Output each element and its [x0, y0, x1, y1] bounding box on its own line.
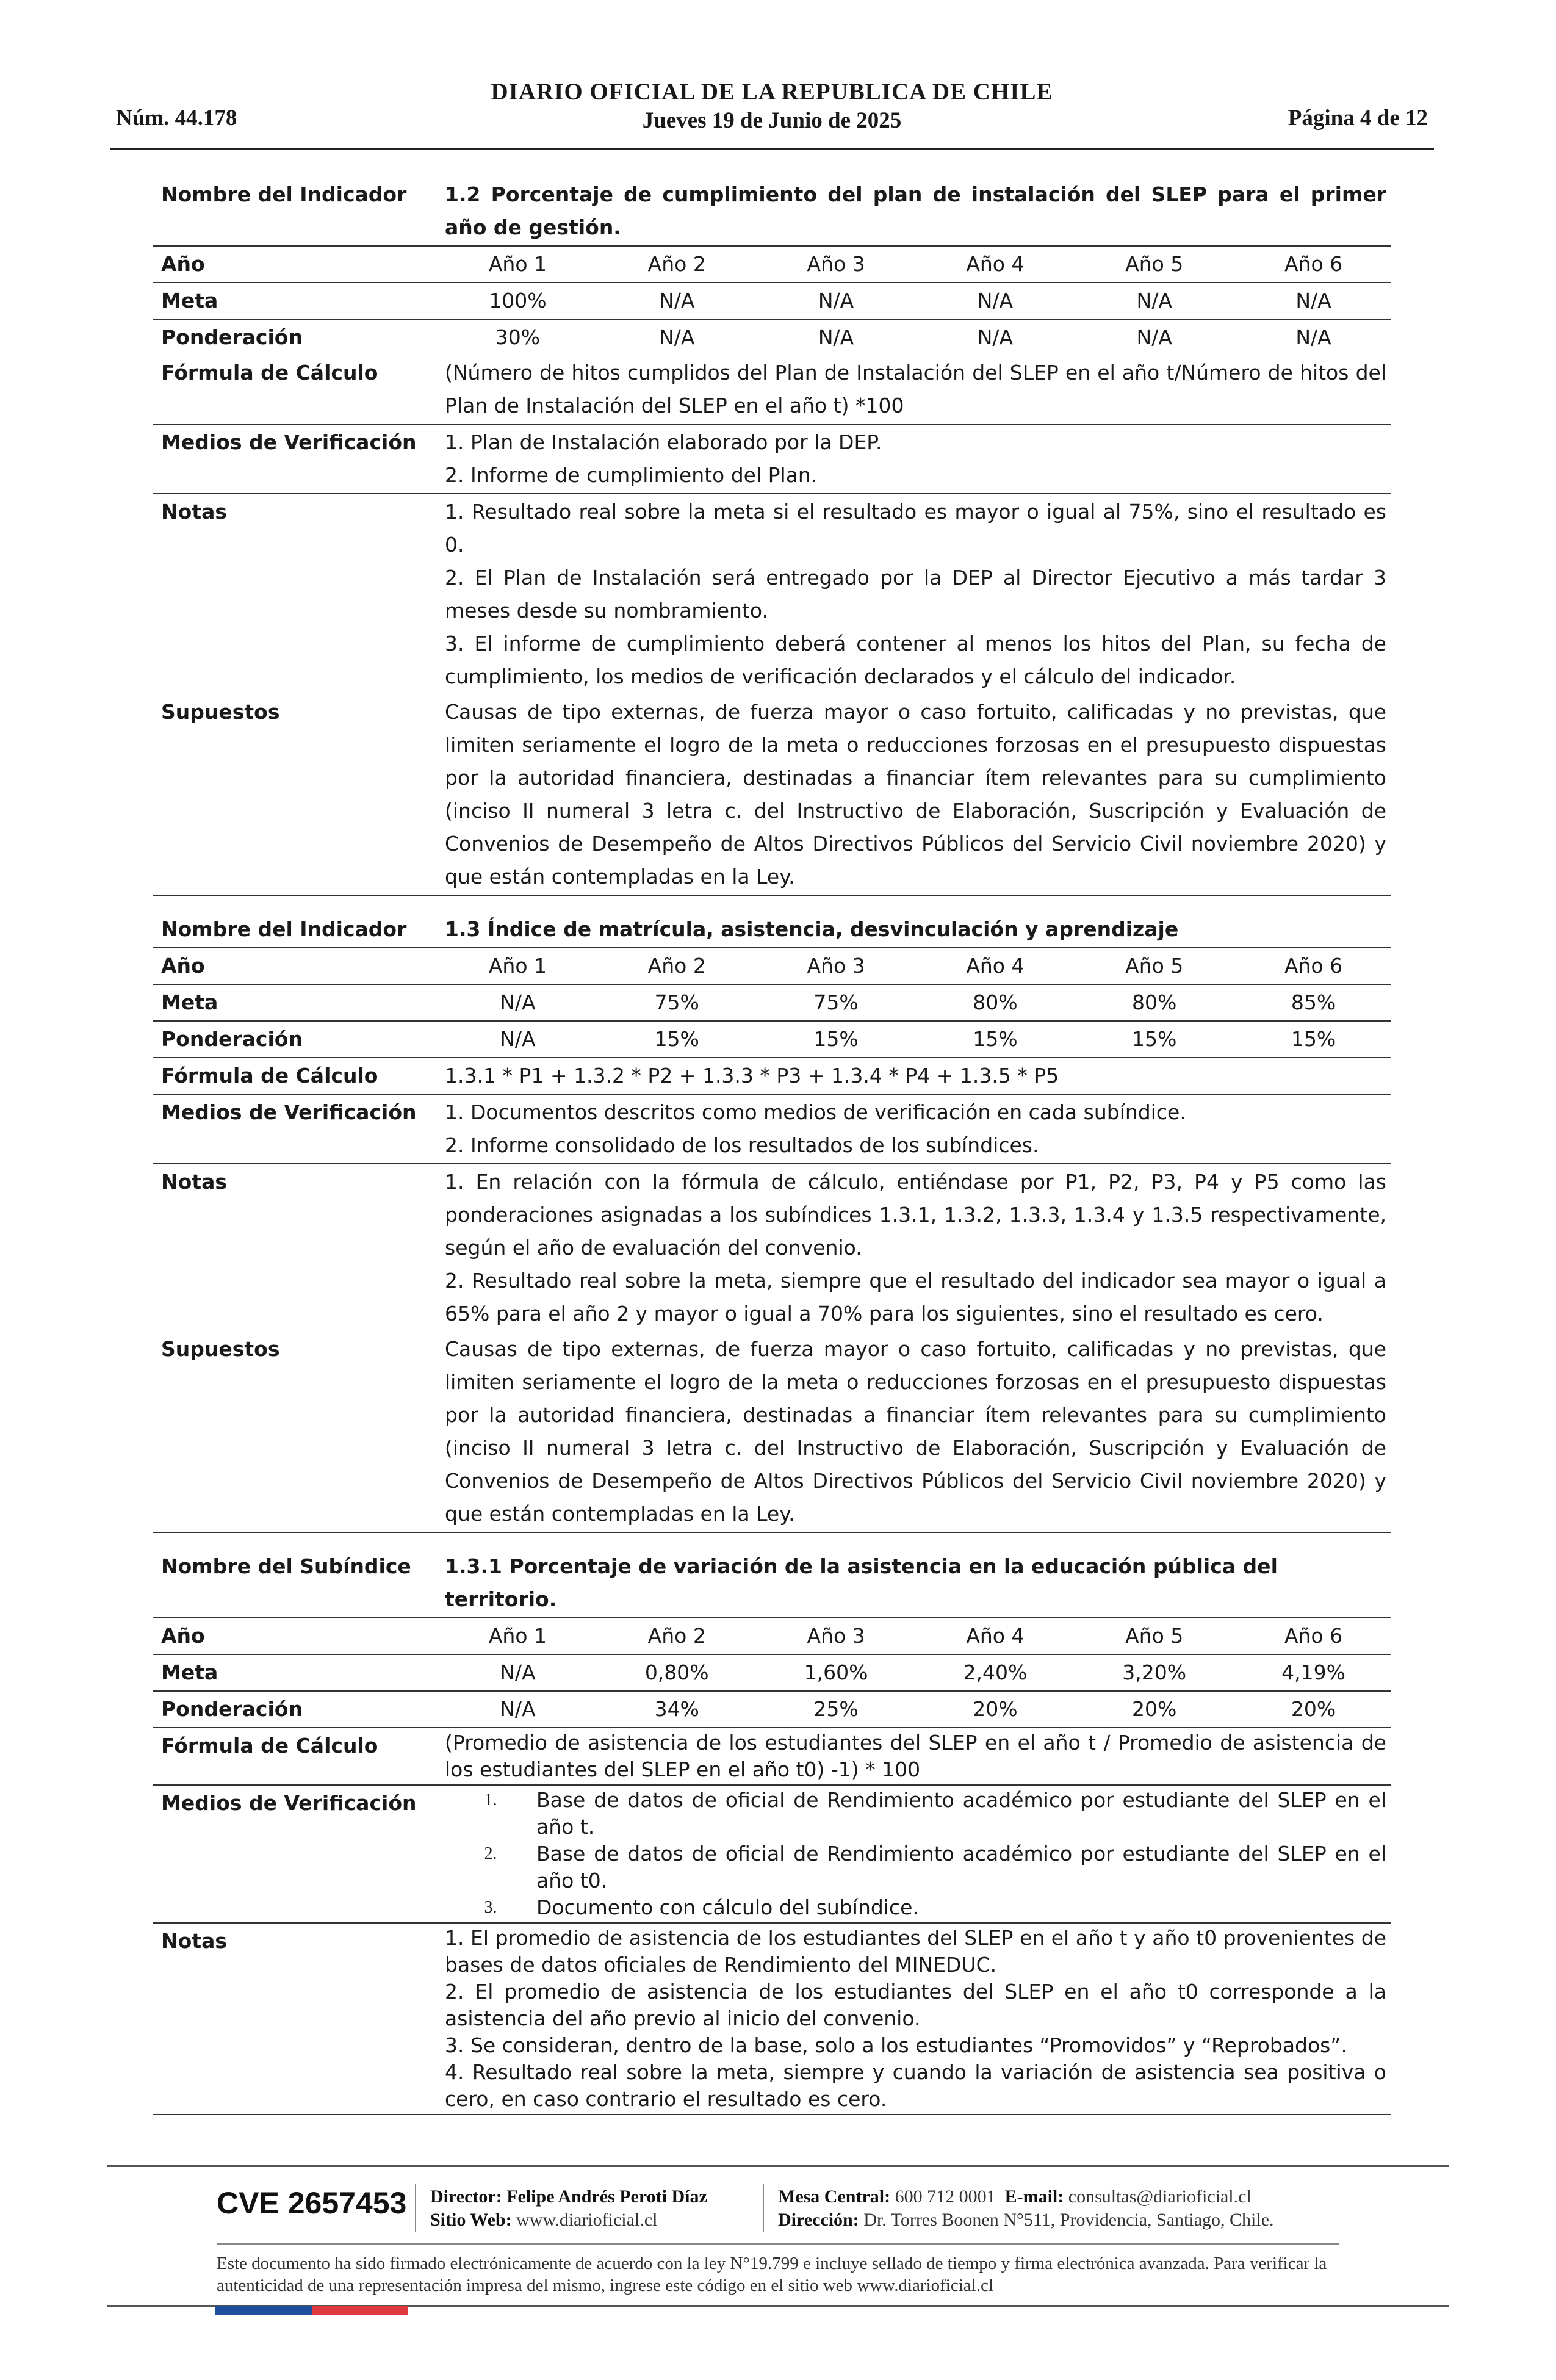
notas-row — [153, 1164, 1391, 1332]
email-link[interactable]: consultas@diarioficial.cl — [1068, 2187, 1252, 2207]
year-cell: Año 3 — [755, 948, 914, 984]
indicator-name: 1.3 Índice de matrícula, asistencia, desvinculación y aprendizaje — [436, 912, 1391, 948]
direccion-label: Dirección: — [778, 2210, 859, 2230]
indicator-table-1-2 — [153, 177, 1391, 896]
year-cell: Año 5 — [1073, 246, 1232, 283]
subindex-name-row — [153, 1549, 1391, 1618]
meta-cell: 80% — [1073, 984, 1232, 1021]
meta-cell: 0,80% — [596, 1654, 755, 1691]
indicator-name: 1.2 Porcentaje de cumplimiento del plan de instalación del SLEP para el primer año de gestión. — [436, 177, 1391, 246]
medios-item: 1. Documentos descritos como medios de verificación en cada subíndice. — [445, 1100, 1186, 1124]
nota-item: 3. Se consideran, dentro de la base, solo a los estudiantes “Promovidos” y “Reprobados”. — [445, 2033, 1347, 2057]
subindex-name: 1.3.1 Porcentaje de variación de la asistencia en la educación pública del territorio. — [436, 1549, 1391, 1618]
year-cell: Año 4 — [913, 1618, 1073, 1654]
label-ponderacion: Ponderación — [161, 325, 303, 349]
page-header — [110, 76, 1434, 150]
ponderacion-cell: N/A — [818, 325, 854, 349]
supuestos-text: Causas de tipo externas, de fuerza mayor o caso fortuito, calificadas y no previstas, que limiten seriamente el logro de la meta o reducciones forzosas en el presupuesto dispuestas por la autoridad financiera, destinadas a financiar ítem relevantes para su cumplimiento (inciso II numeral 3 letra c. del Instructivo de Elaboración, Suscripción y Evaluación de Convenios de Desempeño de Altos Directivos Públicos del Servicio Civil noviembre 2020) y que están contempladas en la Ley. — [436, 694, 1391, 895]
year-cell: Año 3 — [755, 1618, 914, 1654]
meta-cell: 3,20% — [1073, 1654, 1232, 1691]
mesa-label: Mesa Central: — [778, 2187, 891, 2207]
medios-list — [436, 1785, 1391, 1923]
label-medios: Medios de Verificación — [153, 424, 436, 494]
meta-cell: N/A — [1073, 283, 1232, 319]
year-cell: Año 2 — [596, 948, 755, 984]
ponderacion-row — [153, 1691, 1391, 1728]
formula-row — [153, 1058, 1391, 1094]
year-cell: Año 3 — [755, 246, 914, 283]
ponderacion-cell: 15% — [913, 1021, 1073, 1058]
meta-cell: 2,40% — [913, 1654, 1073, 1691]
signature-note: Este documento ha sido firmado electrónicamente de acuerdo con la ley N°19.799 e incluye sellado de tiempo y firma electrónica avanzada. Para verificar la autenticidad de una representación impresa del mismo, ingrese este código en el sitio web www.diarioficial.cl — [217, 2254, 1327, 2295]
list-text: Base de datos de oficial de Rendimiento académico por estudiante del SLEP en el año t. — [536, 1788, 1386, 1839]
notas-list — [436, 1923, 1391, 2115]
cve-code: CVE 2657453 — [217, 2186, 407, 2220]
label-supuestos: Supuestos — [153, 1332, 436, 1532]
supuestos-text: Causas de tipo externas, de fuerza mayor o caso fortuito, calificadas y no previstas, que limiten seriamente el logro de la meta o reducciones forzosas en el presupuesto dispuestas por la autoridad financiera, destinadas a financiar ítem relevantes para su cumplimiento (inciso II numeral 3 letra c. del Instructivo de Elaboración, Suscripción y Evaluación de Convenios de Desempeño de Altos Directivos Públicos del Servicio Civil noviembre 2020) y que están contempladas en la Ley. — [436, 1332, 1391, 1532]
label-ponderacion: Ponderación — [153, 1021, 436, 1058]
medios-item: 1. Plan de Instalación elaborado por la DEP. — [445, 430, 882, 454]
notas-list — [436, 1164, 1391, 1332]
meta-cell: 80% — [913, 984, 1073, 1021]
medios-list — [436, 1094, 1391, 1164]
meta-row — [153, 984, 1391, 1021]
year-cell: Año 6 — [1232, 948, 1391, 984]
ponderacion-cell: N/A — [1136, 325, 1172, 349]
year-row — [153, 948, 1391, 984]
meta-cell: 75% — [596, 984, 755, 1021]
ponderacion-cell: N/A — [1295, 325, 1331, 349]
notas-row — [153, 1923, 1391, 2115]
ponderacion-cell: 15% — [755, 1021, 914, 1058]
medios-item: 2. Informe de cumplimiento del Plan. — [445, 463, 818, 487]
label-formula: Fórmula de Cálculo — [153, 1058, 436, 1094]
meta-cell: N/A — [596, 283, 755, 319]
year-row — [153, 246, 1391, 283]
indicator-table-1-3 — [153, 912, 1391, 1533]
label-nombre: Nombre del Indicador — [153, 912, 436, 948]
label-ponderacion: Ponderación — [153, 1691, 436, 1728]
flag-stripe-red — [312, 2306, 408, 2315]
ponderacion-cell: 15% — [1073, 1021, 1232, 1058]
year-cell: Año 1 — [436, 1618, 596, 1654]
label-notas: Notas — [161, 500, 227, 524]
meta-cell: 100% — [436, 283, 596, 319]
director-label: Director: — [430, 2187, 502, 2207]
label-ano: Año — [153, 1618, 436, 1654]
nota-item: 3. El informe de cumplimiento deberá contener al menos los hitos del Plan, su fecha de cumplimiento, los medios de verificación declarados y el cálculo del indicador. — [445, 632, 1386, 688]
ponderacion-cell: 34% — [596, 1691, 755, 1728]
director-name: Felipe Andrés Peroti Díaz — [506, 2187, 707, 2207]
email-label: E-mail: — [1004, 2187, 1064, 2207]
year-cell: Año 6 — [1232, 246, 1391, 283]
medios-item: 2. Informe consolidado de los resultados de los subíndices. — [445, 1133, 1039, 1157]
nota-item: 2. El promedio de asistencia de los estudiantes del SLEP en el año t0 corresponde a la asistencia del año previo al inicio del convenio. — [445, 1980, 1386, 2030]
flag-stripe-blue — [215, 2306, 312, 2315]
medios-item — [445, 1787, 1386, 1841]
sitio-label: Sitio Web: — [430, 2210, 512, 2230]
year-cell: Año 5 — [1073, 948, 1232, 984]
meta-cell: 85% — [1232, 984, 1391, 1021]
year-cell: Año 4 — [913, 948, 1073, 984]
supuestos-row — [153, 694, 1391, 895]
subindex-table-1-3-1 — [153, 1549, 1391, 2115]
label-formula: Fórmula de Cálculo — [153, 355, 436, 424]
document-body — [153, 177, 1391, 2115]
ponderacion-row — [153, 319, 1391, 355]
year-row — [153, 1618, 1391, 1654]
page-footer — [107, 2165, 1449, 2307]
label-notas: Notas — [161, 1170, 227, 1194]
ponderacion-row — [153, 1021, 1391, 1058]
ponderacion-cell: 20% — [913, 1691, 1073, 1728]
issue-number: Núm. 44.178 — [116, 106, 237, 131]
indicator-name-row — [153, 177, 1391, 246]
medios-row — [153, 424, 1391, 494]
nota-item: 2. Resultado real sobre la meta, siempre que el resultado del indicador sea mayor o igual a 65% para el año 2 y mayor o igual a 70% para los siguientes, sino el resultado es cero. — [445, 1269, 1386, 1325]
footer-divider — [415, 2184, 416, 2232]
mesa-phone: 600 712 0001 — [895, 2187, 996, 2207]
ponderacion-cell: 15% — [596, 1021, 755, 1058]
year-cell: Año 2 — [596, 1618, 755, 1654]
meta-cell: 4,19% — [1232, 1654, 1391, 1691]
ponderacion-cell: 20% — [1073, 1691, 1232, 1728]
issue-date: Jueves 19 de Junio de 2025 — [642, 108, 902, 133]
nota-item: 4. Resultado real sobre la meta, siempre y cuando la variación de asistencia sea positiva o cero, en caso contrario el resultado es cero. — [445, 2060, 1386, 2111]
label-meta: Meta — [153, 283, 436, 319]
formula-text: 1.3.1 * P1 + 1.3.2 * P2 + 1.3.3 * P3 + 1.3.4 * P4 + 1.3.5 * P5 — [436, 1058, 1391, 1094]
meta-cell: 75% — [755, 984, 914, 1021]
formula-row — [153, 355, 1391, 424]
indicator-name-row — [153, 912, 1391, 948]
year-cell: Año 1 — [436, 246, 596, 283]
meta-cell: N/A — [1232, 283, 1391, 319]
year-cell: Año 6 — [1232, 1618, 1391, 1654]
year-cell: Año 2 — [596, 246, 755, 283]
ponderacion-cell: N/A — [659, 325, 695, 349]
supuestos-row — [153, 1332, 1391, 1532]
nota-item: 1. Resultado real sobre la meta si el resultado es mayor o igual al 75%, sino el resultado es 0. — [445, 500, 1386, 557]
footer-director-block — [430, 2185, 707, 2232]
label-ano: Año — [153, 948, 436, 984]
medios-item — [445, 1894, 1386, 1921]
medios-row — [153, 1785, 1391, 1923]
meta-row — [153, 283, 1391, 319]
ponderacion-cell: N/A — [436, 1021, 596, 1058]
label-ano: Año — [153, 246, 436, 283]
meta-cell: 1,60% — [755, 1654, 914, 1691]
label-nombre: Nombre del Indicador — [153, 177, 436, 246]
nota-item: 1. En relación con la fórmula de cálculo, entiéndase por P1, P2, P3, P4 y P5 como las ponderaciones asignadas a los subíndices 1.3.1, 1.3.2, 1.3.3, 1.3.4 y 1.3.5 respectivamente, según el año de evaluación del convenio. — [445, 1170, 1386, 1260]
list-number: 2. — [484, 1844, 497, 1863]
year-cell: Año 4 — [913, 246, 1073, 283]
direccion-text: Dr. Torres Boonen N°511, Providencia, Santiago, Chile. — [863, 2210, 1274, 2230]
ponderacion-cell: 25% — [755, 1691, 914, 1728]
formula-text: (Número de hitos cumplidos del Plan de Instalación del SLEP en el año t/Número de hitos del Plan de Instalación del SLEP en el año t) *100 — [436, 355, 1391, 424]
meta-cell: N/A — [436, 984, 596, 1021]
notas-list — [436, 494, 1391, 694]
meta-row — [153, 1654, 1391, 1691]
notas-row — [153, 494, 1391, 694]
newspaper-title: DIARIO OFICIAL DE LA REPUBLICA DE CHILE — [491, 79, 1053, 105]
year-cell: Año 5 — [1073, 1618, 1232, 1654]
formula-row — [153, 1728, 1391, 1785]
label-formula: Fórmula de Cálculo — [153, 1728, 436, 1785]
meta-cell: N/A — [436, 1654, 596, 1691]
list-number: 1. — [484, 1790, 497, 1809]
footer-divider — [763, 2184, 764, 2232]
ponderacion-cell: 20% — [1232, 1691, 1391, 1728]
label-supuestos: Supuestos — [153, 694, 436, 895]
ponderacion-cell: N/A — [436, 1691, 596, 1728]
ponderacion-cell: 30% — [495, 325, 541, 349]
meta-cell: N/A — [755, 283, 914, 319]
label-nombre-subindice: Nombre del Subíndice — [153, 1549, 436, 1618]
ponderacion-cell: N/A — [977, 325, 1014, 349]
label-notas: Notas — [153, 1923, 436, 2115]
formula-text: (Promedio de asistencia de los estudiantes del SLEP en el año t / Promedio de asistencia de los estudiantes del SLEP en el año t0) -1) * 100 — [436, 1728, 1391, 1785]
list-text: Base de datos de oficial de Rendimiento académico por estudiante del SLEP en el año t0. — [536, 1842, 1386, 1892]
medios-item — [445, 1841, 1386, 1894]
year-cell: Año 1 — [436, 948, 596, 984]
list-number: 3. — [484, 1898, 497, 1917]
sitio-web-link[interactable]: www.diarioficial.cl — [516, 2210, 658, 2230]
label-meta: Meta — [153, 1654, 436, 1691]
label-medios: Medios de Verificación — [153, 1094, 436, 1164]
meta-cell: N/A — [913, 283, 1073, 319]
label-meta: Meta — [153, 984, 436, 1021]
footer-rule — [217, 2243, 1339, 2245]
label-medios: Medios de Verificación — [153, 1785, 436, 1923]
nota-item: 2. El Plan de Instalación será entregado por la DEP al Director Ejecutivo a más tardar 3 meses desde su nombramiento. — [445, 566, 1386, 622]
medios-row — [153, 1094, 1391, 1164]
page-number: Página 4 de 12 — [1288, 106, 1428, 131]
nota-item: 1. El promedio de asistencia de los estudiantes del SLEP en el año t y año t0 provenientes de bases de datos oficiales de Rendimiento del MINEDUC. — [445, 1926, 1386, 1977]
footer-contact-block — [778, 2185, 1274, 2232]
list-text: Documento con cálculo del subíndice. — [536, 1895, 919, 1919]
ponderacion-cell: 15% — [1232, 1021, 1391, 1058]
medios-list — [436, 424, 1391, 494]
